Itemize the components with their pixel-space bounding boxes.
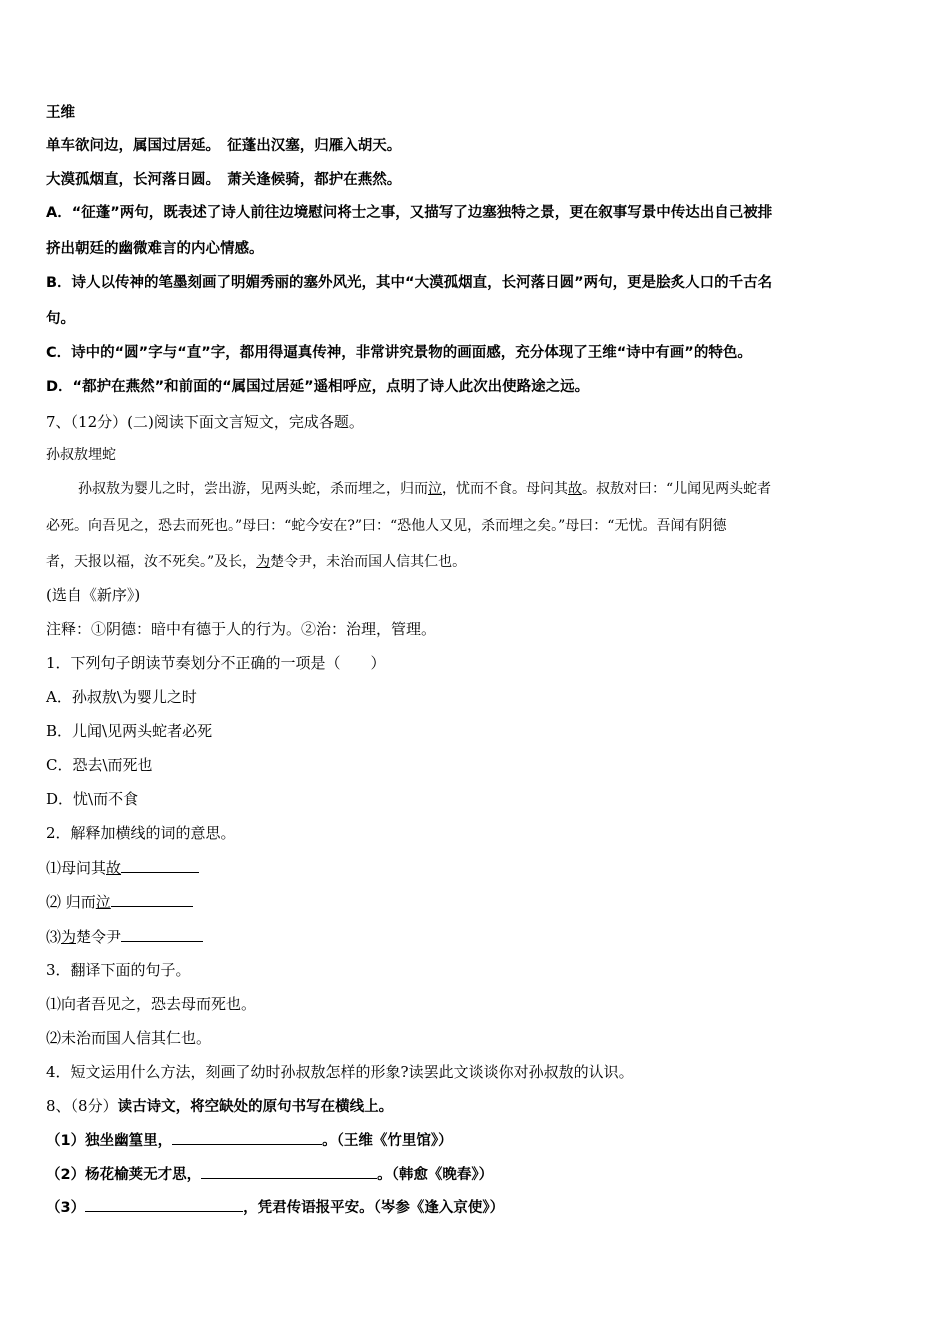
item-text: ⑵ 归而	[46, 893, 96, 911]
item-text: （3）	[46, 1200, 86, 1216]
underlined-word: 故	[568, 481, 582, 497]
answer-blank[interactable]	[111, 891, 193, 907]
underlined-word: 泣	[95, 893, 111, 911]
subquestion-1-option-a: A．孙叔敖\为婴儿之时	[46, 688, 197, 706]
fill-item-2	[46, 1163, 493, 1185]
option-b-line1: B．诗人以传神的笔墨刻画了明媚秀丽的塞外风光，其中“大漠孤烟直，长河落日圆”两句，更是脍炙人口的千古名	[46, 275, 773, 291]
subquestion-1: 1．下列句子朗读节奏划分不正确的一项是（ ）	[46, 654, 386, 672]
question-text: 读古诗文，将空缺处的原句书写在横线上。	[117, 1099, 394, 1115]
passage-title: 孙叔敖埋蛇	[46, 447, 116, 463]
subquestion-1-option-c: C．恐去\而死也	[46, 756, 153, 774]
option-c: C．诗中的“圆”字与“直”字，都用得逼真传神，非常讲究景物的画面感，充分体现了王维“诗中有画”的特色。	[46, 345, 752, 361]
subquestion-2-item-2	[46, 891, 193, 912]
question-7-heading: 7、（12分）(二)阅读下面文言短文，完成各题。	[46, 413, 364, 431]
subquestion-2: 2．解释加横线的词的意思。	[46, 824, 236, 842]
item-text: 。（韩愈《晚春》）	[377, 1167, 494, 1183]
passage-text: ，忧而不食。母问其	[442, 481, 568, 497]
fill-item-3	[46, 1196, 504, 1218]
option-d: D．“都护在燕然”和前面的“属国过居延”遥相呼应，点明了诗人此次出使路途之远。	[46, 379, 590, 395]
answer-blank[interactable]	[172, 1129, 322, 1145]
underlined-word: 故	[106, 859, 122, 877]
item-text: ⑴母问其	[46, 859, 107, 877]
answer-blank[interactable]	[121, 926, 203, 942]
subquestion-3-item-1: ⑴向者吾见之，恐去母而死也。	[46, 995, 257, 1013]
subquestion-1-option-d: D．忧\而不食	[46, 790, 139, 808]
fill-item-1	[46, 1129, 453, 1151]
question-number: 8、（8分）	[46, 1097, 118, 1115]
passage-line-2: 必死。向吾见之，恐去而死也。”母曰：“蛇今安在?”曰：“恐他人又见，杀而埋之矣。”母曰：“无忧。吾闻有阴德	[46, 518, 727, 534]
subquestion-2-item-1	[46, 857, 199, 878]
answer-blank[interactable]	[121, 857, 199, 873]
option-a-line2: 挤出朝廷的幽微难言的内心情感。	[46, 241, 264, 257]
underlined-word: 为	[256, 554, 271, 570]
passage-text: 者，天报以福，汝不死矣。”及长，	[46, 554, 257, 570]
item-text: （1）独坐幽篁里，	[46, 1133, 173, 1149]
subquestion-3-item-2: ⑵未治而国人信其仁也。	[46, 1029, 212, 1047]
underlined-word: 泣	[428, 481, 442, 497]
underlined-word: 为	[61, 928, 77, 946]
passage-text: 。叔敖对曰：“儿闻见两头蛇者	[582, 481, 772, 497]
passage-text: 孙叔敖为婴儿之时，尝出游，见两头蛇，杀而埋之，归而	[78, 481, 428, 497]
answer-blank[interactable]	[201, 1163, 377, 1179]
question-8-heading	[46, 1096, 393, 1117]
passage-note: 注释：①阴德：暗中有德于人的行为。②治：治理，管理。	[46, 620, 437, 638]
passage-text: 楚令尹，未治而国人信其仁也。	[270, 554, 467, 570]
subquestion-4: 4．短文运用什么方法，刻画了幼时孙叔敖怎样的形象?读罢此文谈谈你对孙叔敖的认识。	[46, 1063, 634, 1081]
item-text: 。（王维《竹里馆》）	[322, 1133, 453, 1149]
item-text: ⑶	[46, 928, 62, 946]
passage-line-3	[46, 552, 466, 572]
answer-blank[interactable]	[85, 1196, 243, 1212]
subquestion-1-option-b: B．儿闻\见两头蛇者必死	[46, 722, 213, 740]
item-text: 楚令尹	[76, 928, 122, 946]
subquestion-2-item-3	[46, 926, 203, 947]
poem-line-1: 单车欲问边，属国过居延。 征蓬出汉塞，归雁入胡天。	[46, 138, 402, 154]
option-b-line2: 句。	[46, 311, 75, 327]
item-text: （2）杨花榆荚无才思，	[46, 1167, 202, 1183]
item-text: ，凭君传语报平安。（岑参《逢入京使》）	[243, 1200, 505, 1216]
poem-author: 王维	[46, 105, 75, 121]
poem-line-2: 大漠孤烟直，长河落日圆。 萧关逢候骑，都护在燕然。	[46, 172, 402, 188]
passage-line-1	[46, 479, 771, 499]
option-a-line1: A．“征蓬”两句，既表述了诗人前往边境慰问将士之事，又描写了边塞独特之景，更在叙事写景中传达出自己被排	[46, 205, 773, 221]
passage-source: (选自《新序》)	[46, 586, 141, 604]
subquestion-3: 3．翻译下面的句子。	[46, 961, 191, 979]
